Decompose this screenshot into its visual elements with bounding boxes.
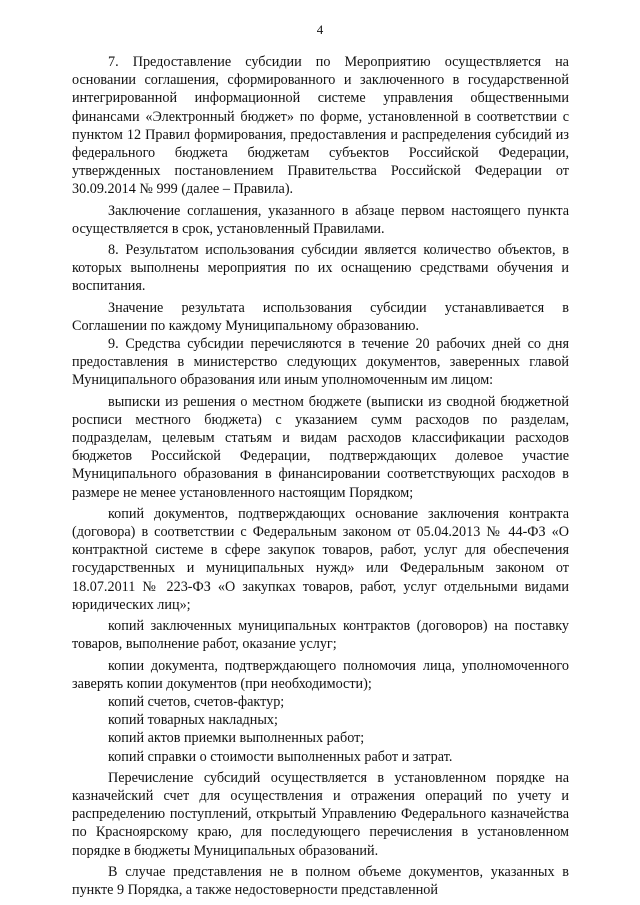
document-body — [72, 53, 569, 899]
page-number: 4 — [316, 22, 324, 37]
paragraph-item-7: 7. Предоставление субсидии по Мероприятию осуществляется на основании соглашения, сформированного и заключенного в государственной интегрированной информационной системе управления общественными финансами «Электронный бюджет» по форме, установленной в соответствии с пунктом 12 Правил формирования, предоставления и распределения субсидий из федерального бюджета бюджетам субъектов Российской Федерации, утвержденных постановлением Правительства Российской Федерации от 30.09.2014 № 999 (далее – Правила). — [72, 54, 569, 198]
paragraph-item-9: 9. Средства субсидии перечисляются в течение 20 рабочих дней со дня предоставления в министерство следующих документов, заверенных главой Муниципального образования или иным уполномоченным им лицом: — [72, 336, 569, 389]
paragraph-cost-certificate: копий справки о стоимости выполненных работ и затрат. — [108, 748, 453, 765]
paragraph-acceptance-acts: копий актов приемки выполненных работ; — [108, 730, 365, 747]
paragraph-item-8: 8. Результатом использования субсидии является количество объектов, в которых выполнены мероприятия по их оснащению средствами обучения и воспитания. — [72, 242, 569, 295]
paragraph-waybills: копий товарных накладных; — [108, 712, 278, 729]
paragraph-transfer-procedure: Перечисление субсидий осуществляется в установленном порядке на казначейский счет для осуществления и отражения операций по учету и распределению поступлений, открытый Управлению Федерального казначейства по Красноярскому краю, для последующего перечисления в установленном порядке в бюджеты Муниципальных образований. — [72, 769, 569, 859]
paragraph-contract-basis: копий документов, подтверждающих основание заключения контракта (договора) в соответствии с Федеральным законом от 05.04.2013 № 44-ФЗ «О контрактной системе в сфере закупок товаров, работ, услуг для обеспечения государственных и муниципальных нужд» или Федеральным законом от 18.07.2011 № 223-ФЗ «О закупках товаров, работ, услуг отдельными видами юридических лиц»; — [72, 505, 569, 613]
paragraph-result-value: Значение результата использования субсидии устанавливается в Соглашении по каждому Муниципальному образованию. — [72, 299, 569, 334]
paragraph-incomplete-documents: В случае представления не в полном объеме документов, указанных в пункте 9 Порядка, а также недостоверности представленной — [72, 863, 569, 898]
paragraph-agreement-deadline: Заключение соглашения, указанного в абзаце первом настоящего пункта осуществляется в срок, установленный Правилами. — [72, 202, 569, 237]
paragraph-municipal-contracts: копий заключенных муниципальных контрактов (договоров) на поставку товаров, выполнение работ, оказание услуг; — [72, 618, 569, 653]
paragraph-budget-extracts: выписки из решения о местном бюджете (выписки из сводной бюджетной росписи местного бюджета) с указанием сумм расходов по разделам, подразделам, целевым статьям и видам расходов классификации расходов бюджетов Российской Федерации, подтверждающих долевое участие Муниципального образования в финансировании соответствующих расходов в размере не менее установленного настоящим Порядком; — [72, 393, 569, 501]
paragraph-authority-document: копии документа, подтверждающего полномочия лица, уполномоченного заверять копии документов (при необходимости); — [72, 657, 569, 692]
paragraph-invoices: копий счетов, счетов-фактур; — [108, 693, 285, 710]
